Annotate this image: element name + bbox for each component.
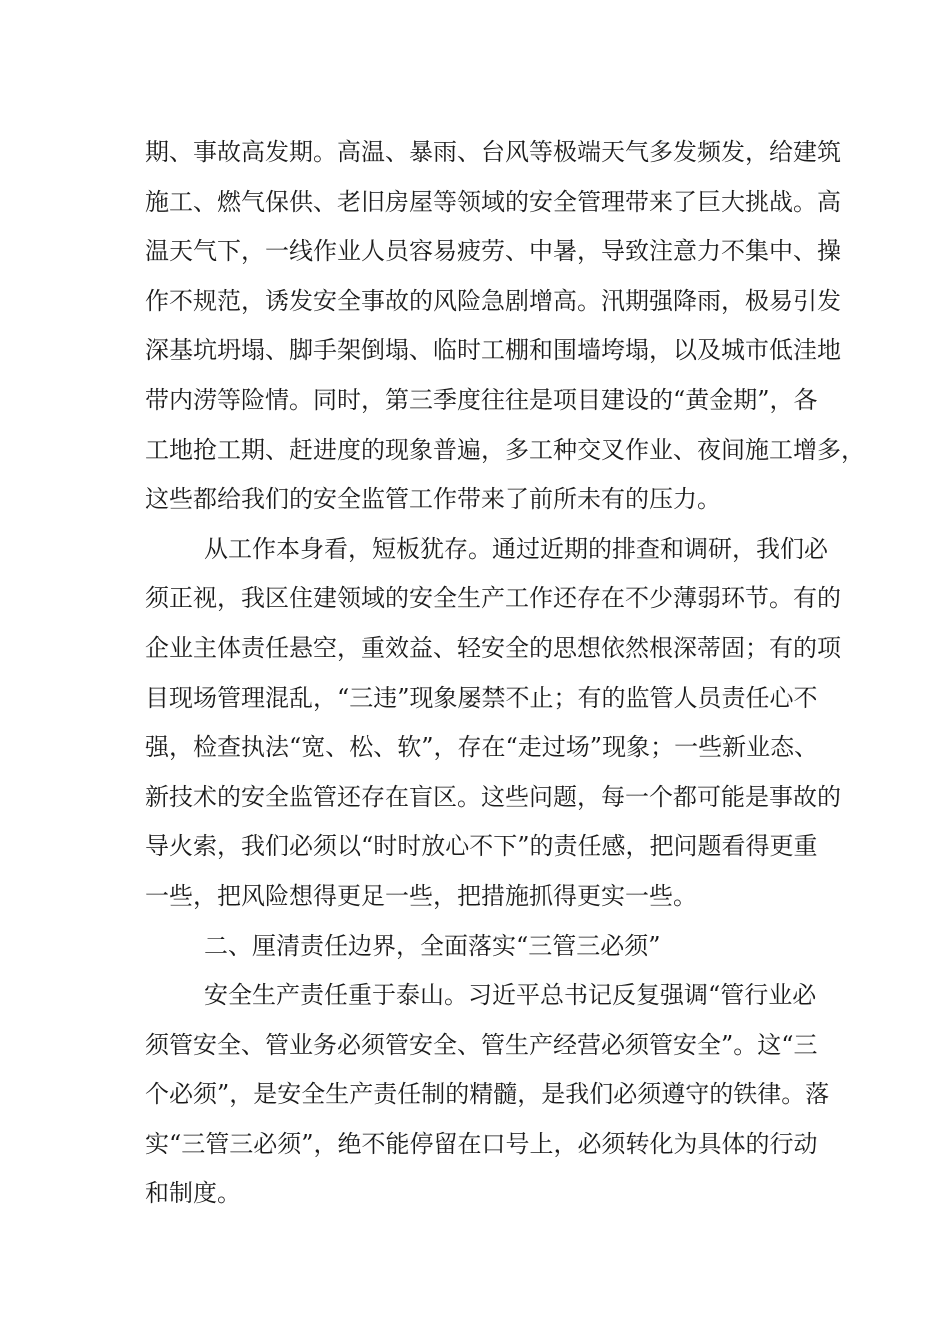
paragraph-line: 深基坑坍塌、脚手架倒塌、临时工棚和围墙垮塌，以及城市低洼地 <box>145 336 841 365</box>
paragraph-line: 安全生产责任重于泰山。习近平总书记反复强调“管行业必 <box>204 981 817 1010</box>
paragraph-1 <box>145 128 865 525</box>
paragraph-line: 和制度。 <box>145 1179 241 1208</box>
paragraph-line: 一些，把风险想得更足一些，把措施抓得更实一些。 <box>145 881 697 910</box>
paragraph-line: 须正视，我区住建领域的安全生产工作还存在不少薄弱环节。有的 <box>145 584 841 613</box>
paragraph-3 <box>145 971 835 1219</box>
paragraph-line: 导火索，我们必须以“时时放心不下”的责任感，把问题看得更重 <box>145 832 818 861</box>
paragraph-line: 强，检查执法“宽、松、软”，存在“走过场”现象；一些新业态、 <box>145 733 819 762</box>
document-body <box>145 128 865 1219</box>
section-heading-text: 二、厘清责任边界，全面落实“三管三必须” <box>204 931 661 960</box>
paragraph-line: 温天气下，一线作业人员容易疲劳、中暑，导致注意力不集中、操 <box>145 237 841 266</box>
paragraph-line: 工地抢工期、赶进度的现象普遍，多工种交叉作业、夜间施工增多， <box>145 435 865 464</box>
paragraph-line: 个必须”，是安全生产责任制的精髓，是我们必须遵守的铁律。落 <box>145 1080 830 1109</box>
paragraph-line: 作不规范，诱发安全事故的风险急剧增高。汛期强降雨，极易引发 <box>145 286 841 315</box>
paragraph-line: 这些都给我们的安全监管工作带来了前所未有的压力。 <box>145 485 721 514</box>
paragraph-line: 新技术的安全监管还存在盲区。这些问题，每一个都可能是事故的 <box>145 782 841 811</box>
paragraph-line: 从工作本身看，短板犹存。通过近期的排查和调研，我们必 <box>204 534 828 563</box>
section-heading-2 <box>145 922 835 972</box>
paragraph-line: 企业主体责任悬空，重效益、轻安全的思想依然根深蒂固；有的项 <box>145 633 841 662</box>
paragraph-line: 须管安全、管业务必须管安全、管生产经营必须管安全”。这“三 <box>145 1030 818 1059</box>
paragraph-2 <box>145 525 841 922</box>
paragraph-line: 带内涝等险情。同时，第三季度往往是项目建设的“黄金期”，各 <box>145 385 818 414</box>
paragraph-line: 施工、燃气保供、老旧房屋等领域的安全管理带来了巨大挑战。高 <box>145 187 841 216</box>
paragraph-line: 期、事故高发期。高温、暴雨、台风等极端天气多发频发，给建筑 <box>145 138 841 166</box>
paragraph-line: 目现场管理混乱，“三违”现象屡禁不止；有的监管人员责任心不 <box>145 683 818 712</box>
paragraph-line: 实“三管三必须”，绝不能停留在口号上，必须转化为具体的行动 <box>145 1129 818 1158</box>
